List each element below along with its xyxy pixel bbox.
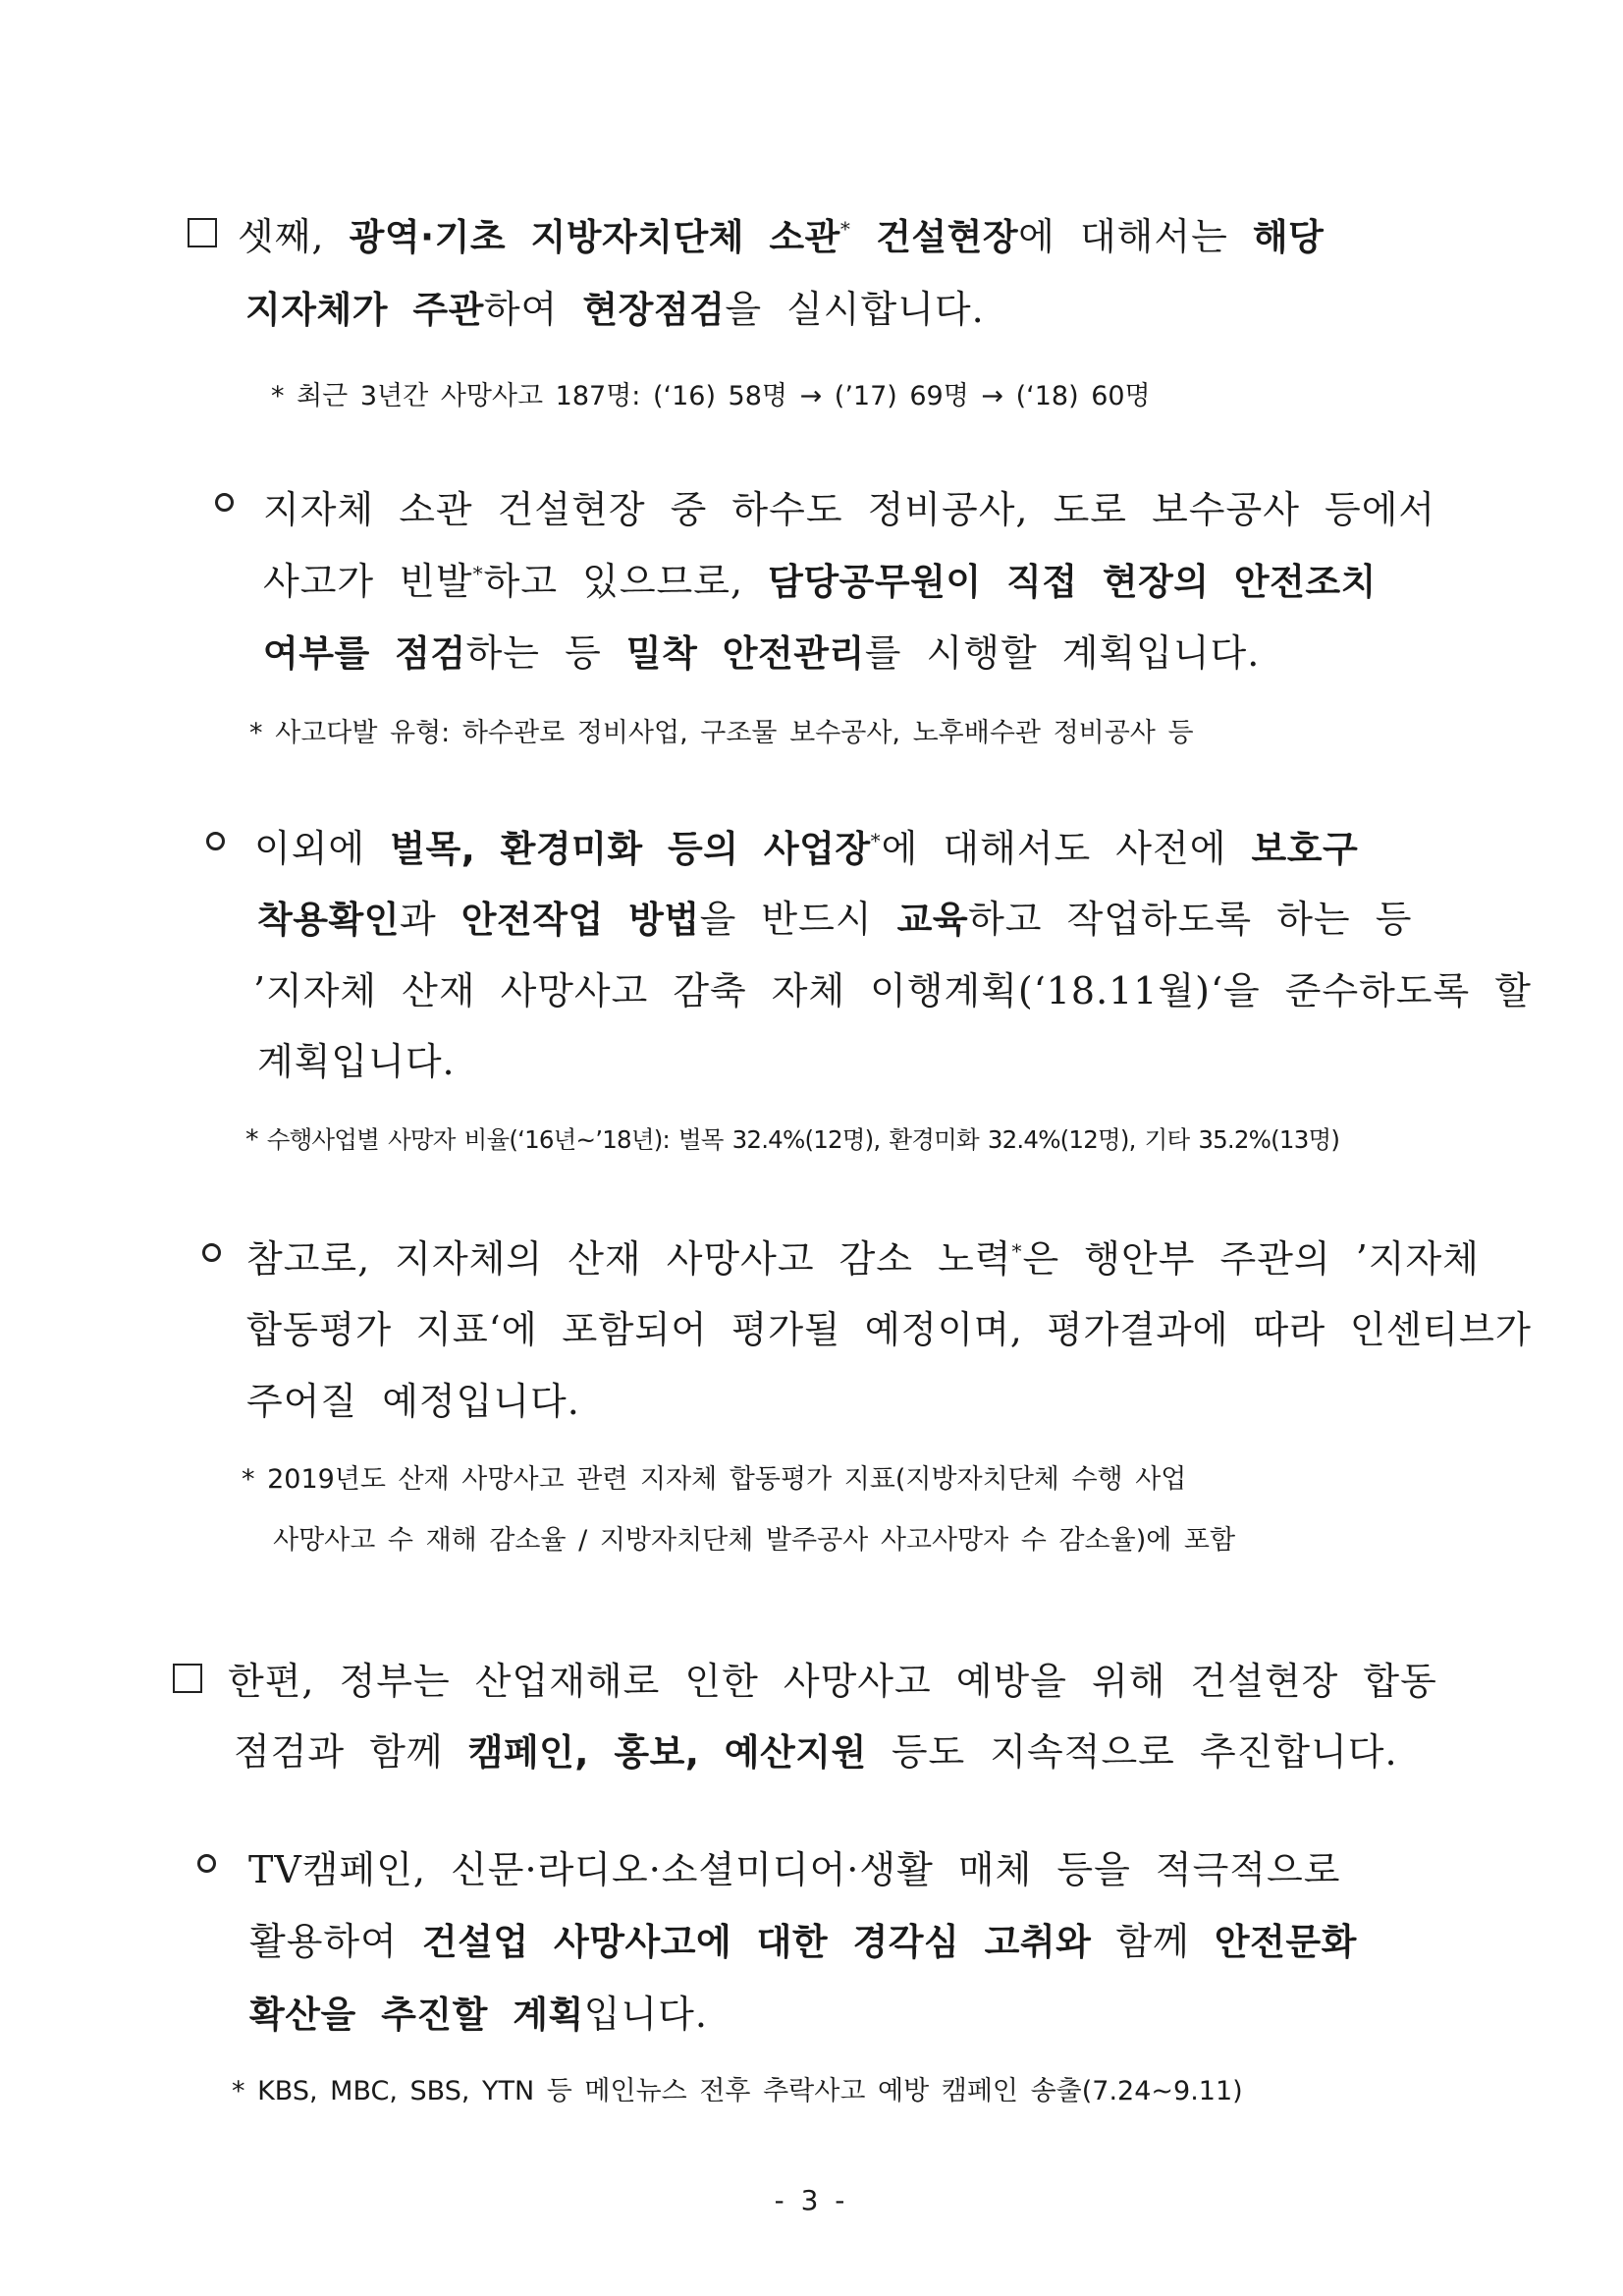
text: 을 반드시 [699, 898, 897, 941]
text: 하고 작업하도록 하는 등 [968, 898, 1413, 941]
bullet-1-line-3 [263, 623, 1260, 677]
bullet-2-line-3: ’지자체 산재 사망사고 감축 자체 이행계획(‘18.11월)‘을 준수하도록 할 [253, 969, 1532, 1012]
text: 등도 지속적으로 추진합니다. [866, 1730, 1398, 1774]
bold-text: 지자체가 주관 [245, 289, 484, 331]
bullet-circle [202, 1243, 221, 1262]
note-text: 수행사업별 사망자 비율(‘16년~’18년): 벌목 32.4%(12명), 환경미화 32.4%(12명), 기타 35.2%(13명) [266, 1125, 1340, 1154]
text: 은 행안부 주관의 ’지자체 [1022, 1237, 1480, 1281]
note-4-line-1 [242, 1457, 1186, 1496]
text: 참고로, 지자체의 산재 사망사고 감소 노력 [246, 1237, 1012, 1281]
text: 하여 [483, 288, 583, 331]
bold-text: 여부를 점검 [263, 632, 466, 675]
note-star: * [271, 381, 285, 411]
bold-text: 보호구 [1251, 828, 1359, 870]
text: 를 시행할 계획입니다. [864, 631, 1261, 675]
footnote-marker: * [1011, 1239, 1023, 1263]
bold-text: 벌목, 환경미화 등의 사업장 [390, 828, 871, 870]
text: 을 실시합니다. [725, 288, 985, 331]
bullet-2-line-4: 계획입니다. [257, 1040, 456, 1083]
text: 과 [399, 898, 461, 941]
bold-text: 밀착 안전관리 [625, 632, 865, 675]
footnote-marker: * [472, 562, 484, 585]
bold-text: 교육 [896, 899, 969, 941]
note-text: 최근 3년간 사망사고 187명: (‘16) 58명 → (’17) 69명 → (‘18) 60명 [297, 381, 1151, 411]
text: 에 대해서도 사전에 [881, 827, 1252, 870]
note-text: 2019년도 산재 사망사고 관련 지자체 합동평가 지표(지방자치단체 수행 사업 [267, 1464, 1187, 1495]
note-star: * [242, 1464, 255, 1495]
note-2 [249, 711, 1194, 749]
bullet-1-line-1: 지자체 소관 건설현장 중 하수도 정비공사, 도로 보수공사 등에서 [263, 488, 1436, 531]
text: 셋째, [238, 215, 350, 258]
note-star: * [232, 2076, 245, 2106]
bullet-1-line-2 [263, 551, 1377, 605]
bullet-3-line-3: 주어질 예정입니다. [246, 1380, 580, 1423]
text: 함께 [1091, 1920, 1215, 1963]
text: 하는 등 [465, 631, 626, 675]
bold-text: 광역·기초 지방자치단체 소관 [349, 216, 840, 258]
bold-text: 안전작업 방법 [460, 899, 700, 941]
section-1-line-2 [245, 279, 985, 333]
footnote-marker: * [839, 217, 851, 241]
text: 활용하여 [249, 1920, 422, 1963]
bullet-4-line-1: TV캠페인, 신문·라디오·소셜미디어·생활 매체 등을 적극적으로 [248, 1848, 1341, 1891]
note-1 [271, 374, 1151, 412]
bold-text: 건설업 사망사고에 대한 경각심 고취와 [421, 1921, 1092, 1963]
text: 점검과 함께 [234, 1730, 468, 1774]
bullet-circle [197, 1854, 216, 1873]
bullet-circle [215, 493, 234, 512]
text: 하고 있으므로, [483, 560, 769, 603]
note-4-line-2: 사망사고 수 재해 감소율 / 지방자치단체 발주공사 사고사망자 수 감소율)에 포함 [273, 1525, 1236, 1556]
bold-text: 캠페인, 홍보, 예산지원 [467, 1731, 867, 1774]
text: 에 대해서는 [1018, 215, 1253, 258]
note-star: * [249, 718, 263, 748]
bullet-circle [206, 832, 225, 850]
checkbox-section-1 [188, 218, 217, 247]
bold-text: 담당공무원이 직접 현장의 안전조치 [768, 561, 1377, 603]
bold-text: 현장점검 [582, 289, 726, 331]
note-3 [245, 1121, 1339, 1156]
bullet-2-line-2 [257, 889, 1412, 943]
bold-text: 해당 [1252, 216, 1325, 258]
text: 입니다. [583, 1993, 708, 2036]
bold-text: 착용확인 [257, 899, 400, 941]
bullet-4-line-2 [249, 1911, 1357, 1965]
page-number: - 3 - [774, 2184, 849, 2216]
note-text: KBS, MBC, SBS, YTN 등 메인뉴스 전후 추락사고 예방 캠페인 송출(7.24~9.11) [257, 2076, 1243, 2106]
checkbox-section-2 [173, 1664, 202, 1693]
bold-text: 확산을 추진할 계획 [249, 1994, 584, 2036]
bold-text: 안전문화 [1214, 1921, 1357, 1963]
note-text: 사고다발 유형: 하수관로 정비사업, 구조물 보수공사, 노후배수관 정비공사 등 [275, 718, 1194, 748]
bullet-3-line-2: 합동평가 지표‘에 포함되어 평가될 예정이며, 평가결과에 따라 인센티브가 [246, 1308, 1532, 1351]
text: 사고가 빈발 [263, 560, 473, 603]
text: 이외에 [254, 827, 391, 870]
bullet-4-line-3 [249, 1984, 708, 2038]
note-star: * [245, 1124, 258, 1155]
bullet-3-line-1 [246, 1229, 1480, 1283]
bullet-2-line-1 [254, 818, 1358, 872]
bold-text: 건설현장 [850, 216, 1019, 258]
footnote-marker: * [870, 829, 882, 852]
section-1-line-1 [238, 206, 1324, 260]
section-2-line-1: 한편, 정부는 산업재해로 인한 사망사고 예방을 위해 건설현장 합동 [228, 1660, 1437, 1703]
section-2-line-2 [234, 1722, 1398, 1776]
note-5 [232, 2069, 1243, 2107]
